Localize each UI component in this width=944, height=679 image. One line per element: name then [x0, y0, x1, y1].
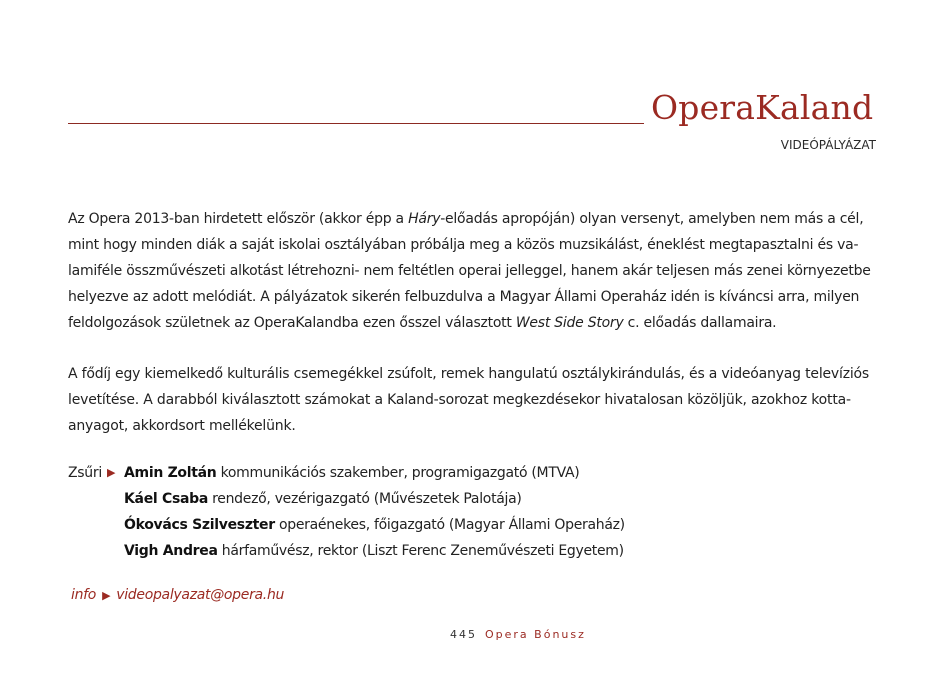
jury-member	[124, 512, 625, 538]
text-span: -előadás apropóján) olyan versenyt, amelyben nem más a cél,	[440, 211, 864, 227]
paragraph-line	[68, 310, 878, 336]
jury-member-role: kommunikációs szakember, programigazgató (MTVA)	[216, 465, 580, 481]
paragraph-line: mint hogy minden diák a saját iskolai osztályában próbálja meg a közös muzsikálást, éneklést megtapasztalni és va-	[68, 237, 859, 253]
page-subtitle: VIDEÓPÁLYÁZAT	[780, 138, 876, 152]
italic-title: Háry	[408, 211, 441, 227]
header-rule	[68, 123, 644, 124]
prize-paragraph	[68, 361, 878, 439]
jury-member-name: Amin Zoltán	[124, 465, 217, 481]
jury-member-role: rendező, vezérigazgató (Művészetek Palotája)	[208, 491, 522, 507]
info-label: info	[71, 587, 97, 603]
footer-section-label: Opera Bónusz	[485, 628, 586, 641]
jury-member	[124, 460, 579, 486]
paragraph-line: helyezve az adott melódiát. A pályázatok sikerén felbuzdulva a Magyar Állami Operaház idén is kíváncsi arra, milyen	[68, 289, 860, 305]
jury-member-name: Vigh Andrea	[124, 543, 218, 559]
paragraph-line: A fődíj egy kiemelkedő kulturális csemegékkel zsúfolt, remek hangulatú osztálykirándulás, és a videóanyag televíziós	[68, 366, 869, 382]
jury-member-role: hárfaművész, rektor (Liszt Ferenc Zeneművészeti Egyetem)	[217, 543, 624, 559]
italic-title: West Side Story	[515, 315, 624, 331]
info-line	[71, 587, 284, 603]
jury-member-name: Ókovács Szilveszter	[124, 517, 275, 533]
jury-member	[124, 538, 624, 564]
text-span: Az Opera 2013-ban hirdetett először (akkor épp a	[68, 211, 409, 227]
arrow-right-icon: ▶	[107, 466, 116, 479]
jury-member	[124, 486, 522, 512]
paragraph-line: levetítése. A darabból kiválasztott számokat a Kaland-sorozat megkezdésekor hivatalosan közöljük, azokhoz kotta-	[68, 392, 851, 408]
jury-member-role: operaénekes, főigazgató (Magyar Állami Operaház)	[274, 517, 625, 533]
jury-label: Zsűri	[68, 465, 102, 481]
paragraph-line: anyagot, akkordsort mellékelünk.	[68, 418, 296, 434]
paragraph-line: lamiféle összművészeti alkotást létrehozni- nem feltétlen operai jelleggel, hanem akár teljesen más zenei környezetbe	[68, 263, 871, 279]
page-title: OperaKaland	[651, 88, 874, 127]
page-footer	[450, 628, 586, 641]
text-span: feldolgozások születnek az OperaKalandba ezen ősszel választott	[68, 315, 516, 331]
info-email-link[interactable]: videopalyazat@opera.hu	[116, 587, 285, 603]
jury-member-name: Káel Csaba	[124, 491, 208, 507]
text-span: c. előadás dallamaira.	[623, 315, 777, 331]
intro-paragraph	[68, 206, 878, 336]
arrow-right-icon: ▶	[102, 589, 111, 602]
page-number: 445	[450, 628, 477, 641]
paragraph-line	[68, 206, 878, 232]
